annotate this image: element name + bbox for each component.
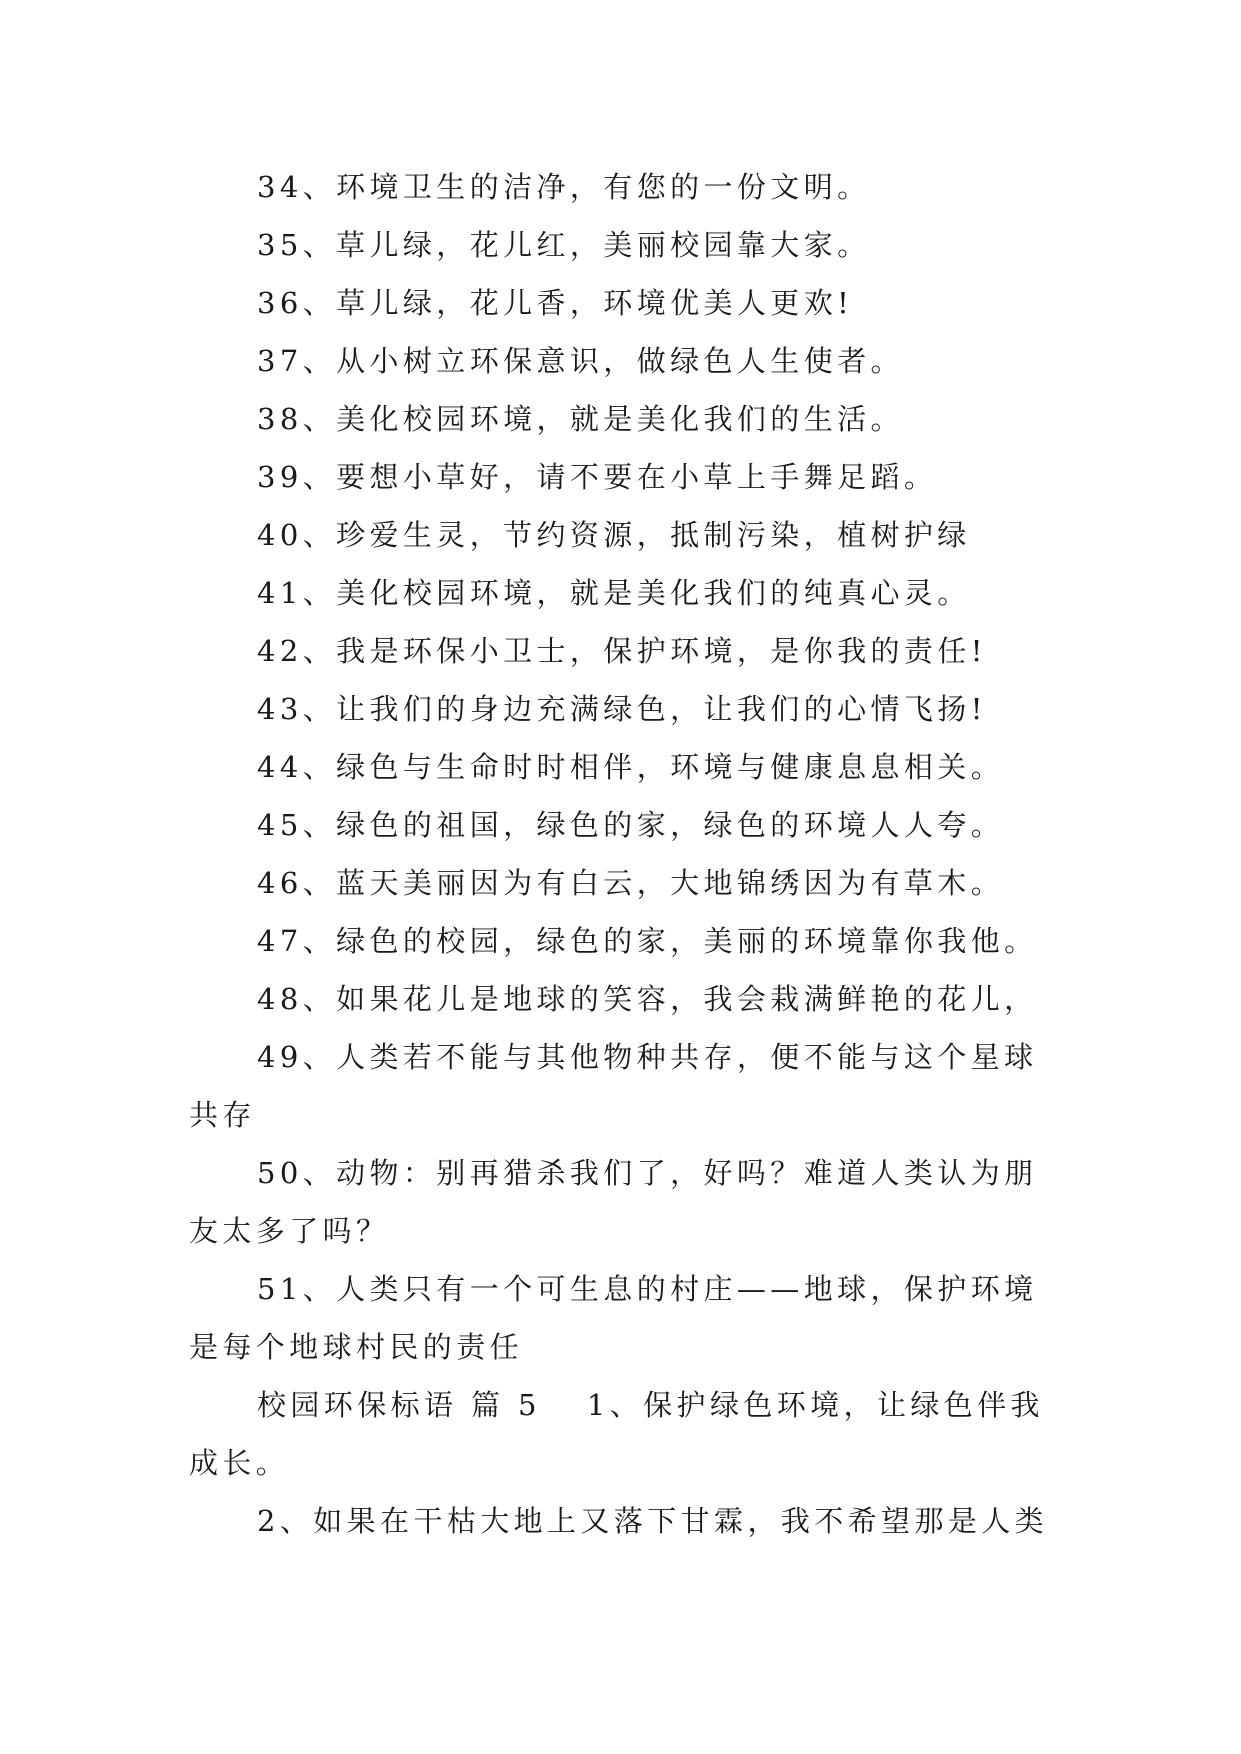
slogan-item: 45、绿色的祖国，绿色的家，绿色的环境人人夸。 xyxy=(257,808,1005,842)
slogan-item: 46、蓝天美丽因为有白云，大地锦绣因为有草木。 xyxy=(257,866,1005,900)
slogan-item: 40、珍爱生灵，节约资源，抵制污染，植树护绿 xyxy=(257,518,971,552)
slogan-item: 50、动物：别再猎杀我们了，好吗？难道人类认为朋友太多了吗？ xyxy=(189,1156,1038,1248)
slogan-item: 37、从小树立环保意识，做绿色人生使者。 xyxy=(257,344,904,378)
section-paragraph xyxy=(189,1376,1049,1492)
slogan-item: 42、我是环保小卫士，保护环境，是你我的责任! xyxy=(257,634,987,668)
section-heading: 校园环保标语 篇 5 xyxy=(257,1388,541,1422)
slogan-item: 1、保护绿色环境，让绿色伴我成长。 xyxy=(189,1388,1044,1480)
slogan-item: 41、美化校园环境，就是美化我们的纯真心灵。 xyxy=(257,576,971,610)
slogan-item: 35、草儿绿，花儿红，美丽校园靠大家。 xyxy=(257,228,871,262)
slogan-item: 51、人类只有一个可生息的村庄——地球，保护环境是每个地球村民的责任 xyxy=(189,1272,1038,1364)
slogan-item: 43、让我们的身边充满绿色，让我们的心情飞扬! xyxy=(257,692,987,726)
slogan-item: 49、人类若不能与其他物种共存，便不能与这个星球共存 xyxy=(189,1040,1038,1132)
slogan-item: 47、绿色的校园，绿色的家，美丽的环境靠你我他。 xyxy=(257,924,1038,958)
slogan-item: 44、绿色与生命时时相伴，环境与健康息息相关。 xyxy=(257,750,1005,784)
slogan-item: 36、草儿绿，花儿香，环境优美人更欢! xyxy=(257,286,854,320)
slogan-item: 2、如果在干枯大地上又落下甘霖，我不希望那是人类 xyxy=(257,1504,1049,1538)
slogan-item: 39、要想小草好，请不要在小草上手舞足蹈。 xyxy=(257,460,938,494)
document-page xyxy=(189,158,1049,1550)
slogan-item: 34、环境卫生的洁净，有您的一份文明。 xyxy=(257,170,871,204)
slogan-item: 38、美化校园环境，就是美化我们的生活。 xyxy=(257,402,904,436)
slogan-item: 48、如果花儿是地球的笑容，我会栽满鲜艳的花儿， xyxy=(257,982,1038,1016)
